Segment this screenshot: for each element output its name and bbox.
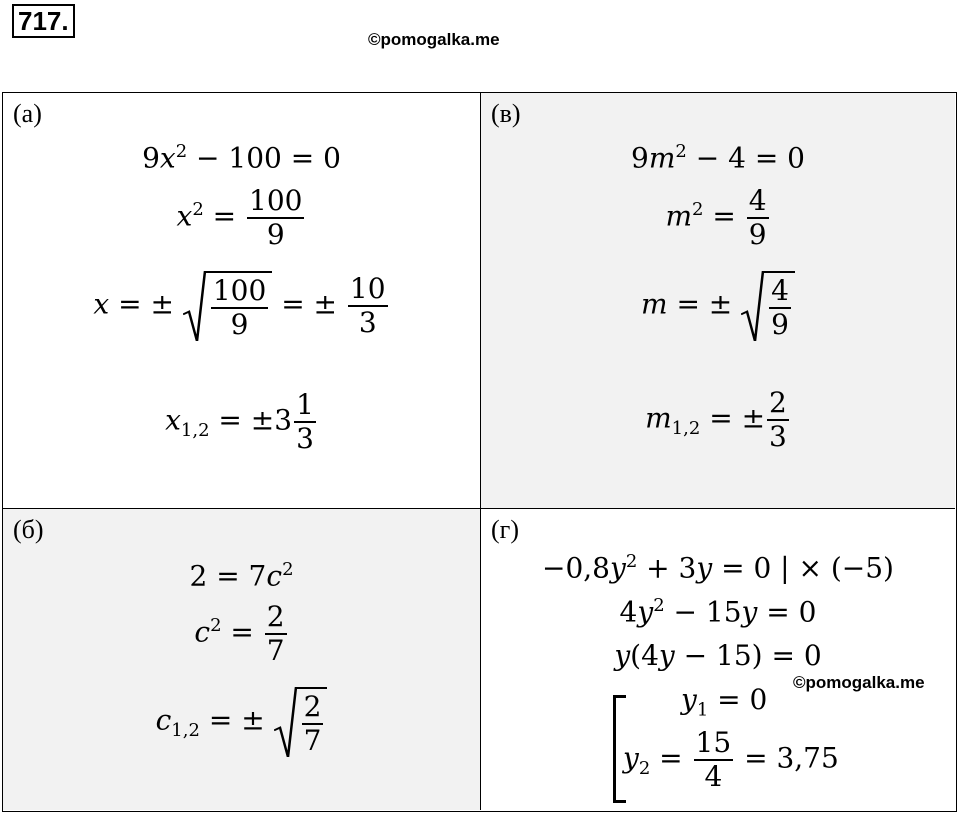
equation-v-3: m = ± $\frac{4}{9}$ <box>481 271 955 341</box>
equation-a-1: $9x^2 - 100 = 0$ <box>142 141 341 175</box>
watermark-inner: ©pomogalka.me <box>793 673 925 692</box>
equation-b-1: $2 = 7c^2$ <box>189 559 294 593</box>
cell-b <box>3 509 481 810</box>
cell-label-b: (б) <box>13 515 44 544</box>
equation-b-3: $c_{1,2}$ = ± $\frac{2}{7}$ <box>3 687 480 757</box>
equation-v-2: $m^2$ = $\frac{4}{9}$ <box>665 184 767 251</box>
equation-b-2: $c^2$ = $\frac{2}{7}$ <box>194 600 285 667</box>
equation-v-1: $9m^2 - 4 = 0$ <box>631 141 805 175</box>
cell-a <box>3 93 481 509</box>
equation-v-4: $m_{1,2}$ = ± $\frac{2}{3}$ <box>645 386 787 453</box>
equation-a-3: x = ± $\frac{100}{9}$ = ± $\frac{10}{3}$ <box>93 272 386 341</box>
cell-v <box>481 93 955 509</box>
cell-label-v: (в) <box>491 99 521 128</box>
problem-number: 717. <box>12 4 75 38</box>
equation-g-4: $y_1 = 0$ <box>681 683 768 721</box>
equation-g-1: $-0,8y^2 + 3y = 0$ | × (−5) <box>542 551 894 585</box>
equation-a-4: $x_{1,2} = \pm 3$ $\frac{1}{3}$ <box>165 388 314 455</box>
solution-grid <box>2 92 957 812</box>
cell-g <box>481 509 955 810</box>
equation-g-5: $y_2$ = $\frac{15}{4}$ = 3,75 <box>623 726 839 793</box>
cell-label-g: (г) <box>491 515 519 544</box>
equation-g-2: $4y^2 - 15y = 0$ <box>619 595 817 629</box>
equation-g-3: y(4y − 15) = 0 <box>614 639 822 672</box>
cell-label-a: (а) <box>13 99 42 128</box>
equation-a-2: $x^2$ = $\frac{100}{9}$ <box>176 184 303 251</box>
watermark: ©pomogalka.me <box>368 30 500 49</box>
